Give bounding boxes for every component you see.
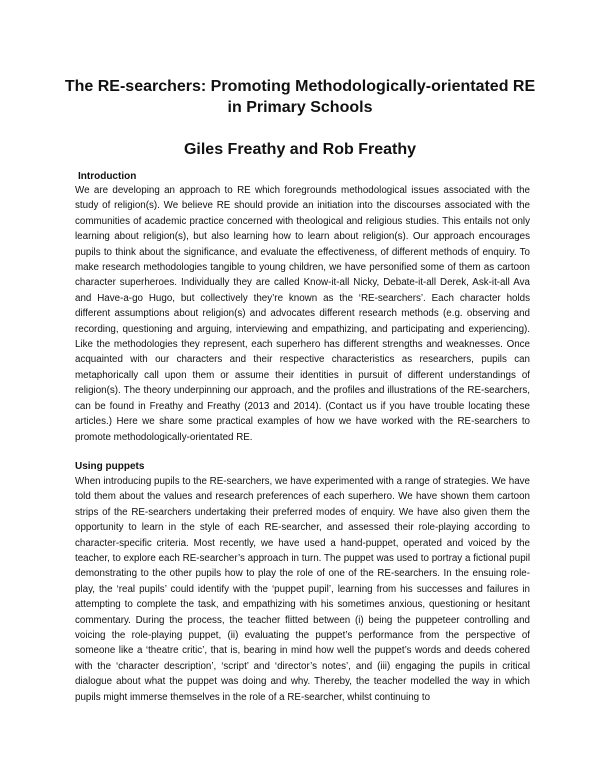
title-line-2: in Primary Schools [227,99,373,116]
section-body-introduction: We are developing an approach to RE which foregrounds methodological issues associated with the study of religion(s). We believe RE should provide an initiation into the discourses associated with the communities of academic practice concerned with theological and religious studies. This entails not only learning about religion(s), but also learning how to learn about religion(s). Our approach encourages pupils to think about the significance, and evaluate the effectiveness, of different methods of enquiry. To make research methodologies tangible to young children, we have personified some of them as cartoon character superheroes. Individually they are called Know-it-all Nicky, Debate-it-all Derek, Ask-it-all Ava and Have-a-go Hugo, but collectively they’re known as the ‘RE-searchers’. Each character holds different assumptions about religion(s) and advocates different research methods (e.g. observing and recording, questioning and arguing, interviewing and empathizing, and participating and experiencing). Like the methodologies they represent, each superhero has different strengths and weaknesses. Once acquainted with our characters and their respective characteristics as researchers, pupils can metaphorically call upon them or assume their identities in pursuit of different understandings of religion(s). The theory underpinning our approach, and the profiles and illustrations of the RE-searchers, can be found in Freathy and Freathy (2013 and 2014). (Contact us if you have trouble locating these articles.) Here we share some practical examples of how we have worked with the RE-searchers to promote methodologically-orientated RE. [75,185,530,443]
title-line-1: The RE-searchers: Promoting Methodologically-orientated RE [64,78,536,95]
section-body-using-puppets: When introducing pupils to the RE-searchers, we have experimented with a range of strategies. We have told them about the values and research preferences of each superhero. We have shown them cartoon strips of the RE-searchers undertaking their preferred modes of enquiry. We have also given them the opportunity to learn in the style of each RE-searcher, and assessed their role-playing according to character-specific criteria. Most recently, we have used a hand-puppet, operated and voiced by the teacher, to explore each RE-searcher’s approach in turn. The puppet was used to portray a fictional pupil demonstrating to the other pupils how to play the role of one of the RE-searchers. In the ensuing role-play, the ‘real pupils’ could identify with the ‘puppet pupil’, learning from his successes and failures in attempting to complete the task, and empathizing with his sometimes anxious, questioning or hesitant commentary. During the process, the teacher flitted between (i) being the puppeteer controlling and voicing the role-playing puppet, (ii) evaluating the puppet’s performance from the perspective of someone like a ‘theatre critic’, that is, bearing in mind how well the puppet’s words and deeds cohered with the ‘character description’, ‘script’ and ‘director’s notes’, and (iii) engaging the pupils in critical dialogue about what the puppet was doing and why. Thereby, the teacher modelled the way in which pupils might immerse themselves in the role of a RE-searcher, whilst continuing to [75,476,530,703]
document-title [60,76,540,118]
section-heading-using-puppets: Using puppets [75,461,145,472]
section-heading-introduction: Introduction [78,171,137,182]
author-names: Giles Freathy and Rob Freathy [183,141,417,158]
